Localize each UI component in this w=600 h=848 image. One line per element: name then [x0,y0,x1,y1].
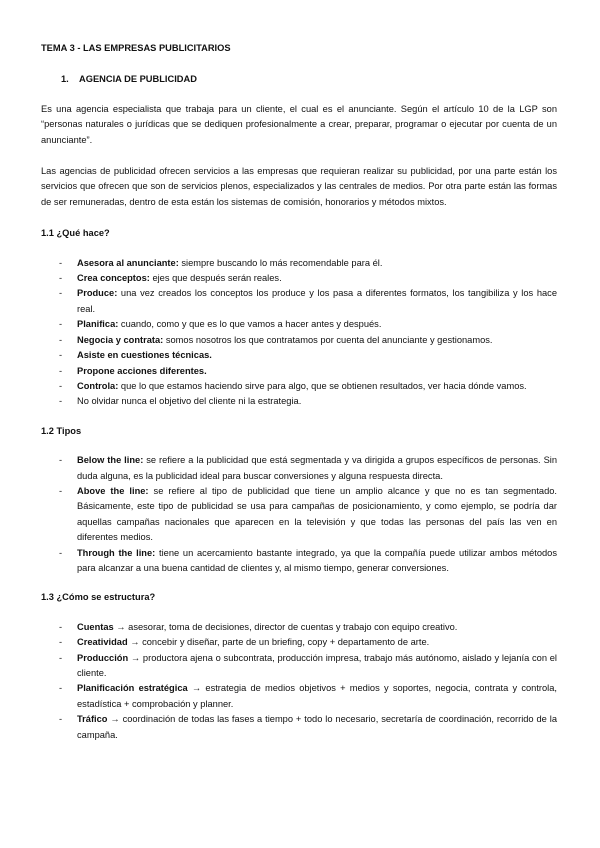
item-text: ejes que después serán reales. [149,273,282,284]
list-item [41,546,557,577]
item-term: Producción [77,652,129,663]
item-term: Negocia y contrata: [77,334,164,345]
item-text: → asesorar, toma de decisiones, director de cuentas y trabajo con equipo creativo. [113,621,458,632]
item-term: Planifica: [77,319,119,330]
item-term: Tráfico [77,714,108,725]
list-item [41,256,557,271]
list-item [41,333,557,348]
item-term: Propone acciones diferentes. [77,365,207,376]
item-term: Asesora al anunciante: [77,257,179,268]
subsection-que-hace-heading: 1.1 ¿Qué hace? [41,228,110,239]
subsection-tipos-heading: 1.2 Tipos [41,425,82,436]
list-item [41,394,557,409]
item-text: somos nosotros los que contratamos por cuenta del anunciante y gestionamos. [163,334,493,345]
list-item [41,712,557,743]
tipos-list [41,453,557,576]
list-item [41,484,557,546]
item-text: No olvidar nunca el objetivo del cliente ni la estrategia. [77,396,302,407]
item-term: Creatividad [77,637,128,648]
subsection-estructura-heading: 1.3 ¿Cómo se estructura? [41,592,156,603]
list-item [41,271,557,286]
list-item [41,453,557,484]
item-text: se refiere al tipo de publicidad que tiene un amplio alcance y que no es tan segmentado. Básicamente, este tipo de publicidad se usa para campañas de posicionamiento, y como ejemplo, se podría dar aquellas campañas nacionales que aparecen en la televisión y que todas las personas del país las ven en diferentes medios. [77,485,557,543]
list-item [41,620,557,635]
item-term: Produce: [77,288,118,299]
item-text: cuando, como y que es lo que vamos a hacer antes y después. [118,319,382,330]
item-term: Planificación estratégica [77,683,188,694]
list-item [41,379,557,394]
item-term: Asiste en cuestiones técnicas. [77,350,212,361]
list-item [41,348,557,363]
section-1-heading [61,72,557,87]
list-item [41,317,557,332]
item-term: Cuentas [77,621,114,632]
item-text: una vez creados los conceptos los produce y los pasa a diferentes formatos, los tangibiliza y los hace real. [77,288,557,314]
section-1-title: AGENCIA DE PUBLICIDAD [79,74,197,85]
item-term: Above the line: [77,485,149,496]
item-text: → estrategia de medios objetivos + medios y soportes, negocia, contrata y controla, estadística + comprobación y planner. [77,683,557,709]
item-text: → concebir y diseñar, parte de un briefing, copy + departamento de arte. [127,637,430,648]
intro-paragraph-1: Es una agencia especialista que trabaja para un cliente, el cual es el anunciante. Según el artículo 10 de la LGP son “personas naturales o jurídicas que se dediquen profesionalmente a crear, preparar, programar o ejecutar por cuenta de un anunciante”. [41,103,557,145]
item-term: Through the line: [77,547,156,558]
item-text: se refiere a la publicidad que está segmentada y va dirigida a grupos específicos de personas. Sin duda alguna, es la publicidad ideal para buscar conversiones y alguna respuesta directa. [77,455,558,481]
list-item [41,635,557,650]
list-item [41,651,557,682]
item-term: Controla: [77,380,119,391]
item-text: → productora ajena o subcontrata, producción impresa, trabajo más autónomo, aislado y lejanía con el cliente. [77,652,557,678]
list-item [41,681,557,712]
list-item [41,364,557,379]
item-text: tiene un acercamiento bastante integrado, ya que la compañía puede utilizar ambos métodos para alcanzar a una buena cantidad de clientes y, al mismo tiempo, generar conversiones. [77,547,557,573]
intro-paragraph-2: Las agencias de publicidad ofrecen servicios a las empresas que requieran realizar su publicidad, por una parte están los servicios que ofrecen que son de servicios plenos, especializados y las centrales de medios. Por otra parte están las formas de ser remuneradas, dentro de esta están los sistemas de comisión, honorarios y métodos mixtos. [41,166,557,207]
item-text: → coordinación de todas las fases a tiempo + todo lo necesario, secretaría de coordinación, recorrido de la campaña. [77,714,557,740]
list-item [41,286,557,317]
item-text: siempre buscando lo más recomendable para él. [178,257,383,268]
item-term: Below the line: [77,455,144,466]
estructura-list [41,620,557,743]
item-term: Crea conceptos: [77,273,150,284]
document-title: TEMA 3 - LAS EMPRESAS PUBLICITARIOS [41,43,231,53]
section-1-number: 1. [61,74,69,85]
item-text: que lo que estamos haciendo sirve para algo, que se obtienen resultados, ver hacia dónde vamos. [118,380,527,391]
que-hace-list [41,256,557,410]
